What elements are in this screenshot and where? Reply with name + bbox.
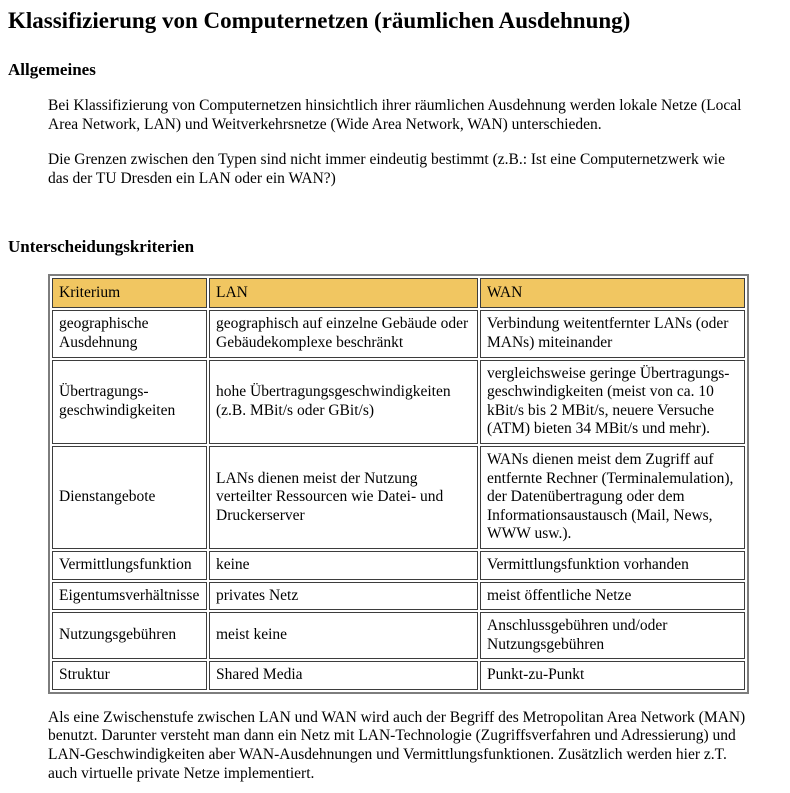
section-heading-unterscheidungskriterien: Unterscheidungskriterien	[8, 237, 195, 257]
table-row	[52, 446, 745, 549]
table-cell: Nutzungsgebühren	[52, 612, 207, 659]
table-cell: geographisch auf einzelne Gebäude oder Gebäudekomplexe beschränkt	[209, 310, 478, 357]
criteria-table	[48, 274, 749, 694]
table-row	[52, 612, 745, 659]
table-cell: meist öffentliche Netze	[480, 582, 745, 611]
allgemeines-paragraph-2: Die Grenzen zwischen den Typen sind nicht immer eindeutig bestimmt (z.B.: Ist eine Computernetzwerk wie das der TU Dresden ein LAN oder ein WAN?)	[48, 151, 725, 187]
table-row	[52, 582, 745, 611]
table-row	[52, 661, 745, 690]
table-cell: Vermittlungsfunktion	[52, 551, 207, 580]
table-cell: Übertragungs-geschwindigkeiten	[52, 360, 207, 444]
table-cell: Verbindung weitentfernter LANs (oder MANs) miteinander	[480, 310, 745, 357]
table-cell: vergleichsweise geringe Übertragungs-geschwindigkeiten (meist von ca. 10 kBit/s bis 2 MBit/s, neuere Versuche (ATM) bieten 34 MBit/s und mehr).	[480, 360, 745, 444]
kriterien-body	[48, 274, 780, 783]
page-title: Klassifizierung von Computernetzen (räumlichen Ausdehnung)	[8, 8, 631, 33]
table-cell: Punkt-zu-Punkt	[480, 661, 745, 690]
man-paragraph: Als eine Zwischenstufe zwischen LAN und WAN wird auch der Begriff des Metropolitan Area Network (MAN) benutzt. Darunter versteht man dann ein Netz mit LAN-Technologie (Zugriffsverfahren und Adressierung) und LAN-Geschwindigkeiten aber WAN-Ausdehnungen und Vermittlungsfunktionen. Zusätzlich werden hier z.T. auch virtuelle private Netze implementiert.	[48, 708, 746, 782]
table-cell: Vermittlungsfunktion vorhanden	[480, 551, 745, 580]
table-cell: Dienstangebote	[52, 446, 207, 549]
section-heading-allgemeines: Allgemeines	[8, 60, 96, 79]
table-cell: hohe Übertragungsgeschwindigkeiten (z.B. MBit/s oder GBit/s)	[209, 360, 478, 444]
table-cell: privates Netz	[209, 582, 478, 611]
table-header-lan: LAN	[209, 278, 478, 308]
table-row	[52, 360, 745, 444]
table-cell: keine	[209, 551, 478, 580]
allgemeines-body	[48, 97, 780, 188]
table-header-kriterium: Kriterium	[52, 278, 207, 308]
table-row	[52, 551, 745, 580]
table-header-row	[52, 278, 745, 308]
allgemeines-paragraph-1: Bei Klassifizierung von Computernetzen hinsichtlich ihrer räumlichen Ausdehnung werden lokale Netze (Local Area Network, LAN) und Weitverkehrsnetze (Wide Area Network, WAN) unterschieden.	[48, 97, 742, 133]
table-cell: Struktur	[52, 661, 207, 690]
table-cell: Eigentumsverhältnisse	[52, 582, 207, 611]
table-header-wan: WAN	[480, 278, 745, 308]
table-cell: meist keine	[209, 612, 478, 659]
table-cell: WANs dienen meist dem Zugriff auf entfernte Rechner (Terminalemulation), der Datenübertragung oder dem Informationsaustausch (Mail, News, WWW usw.).	[480, 446, 745, 549]
table-cell: geographische Ausdehnung	[52, 310, 207, 357]
table-row	[52, 310, 745, 357]
table-cell: LANs dienen meist der Nutzung verteilter Ressourcen wie Datei- und Druckerserver	[209, 446, 478, 549]
table-cell: Shared Media	[209, 661, 478, 690]
table-cell: Anschlussgebühren und/oder Nutzungsgebühren	[480, 612, 745, 659]
